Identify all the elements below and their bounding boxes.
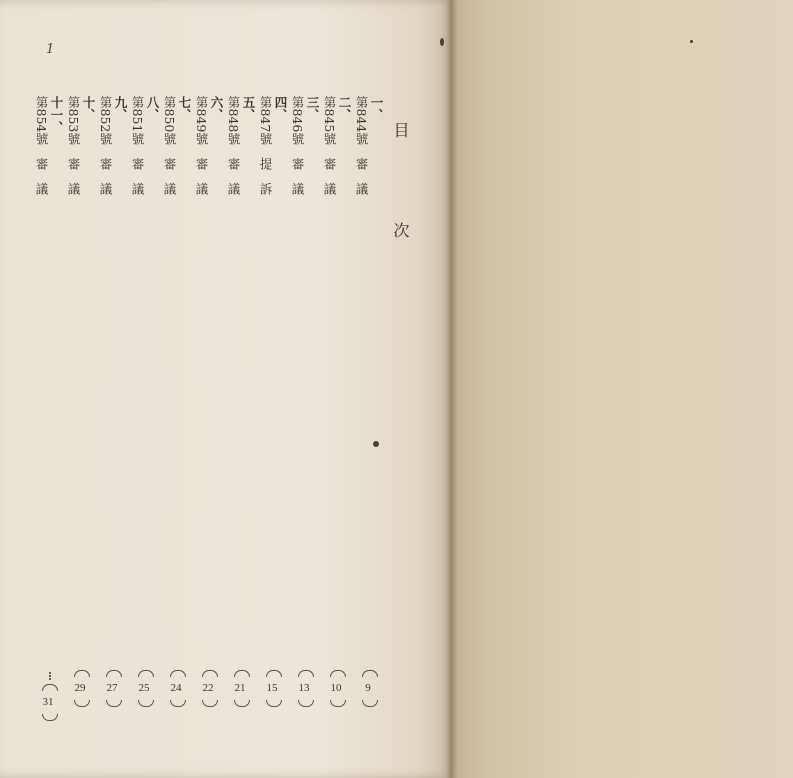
entry-heading: 第854號 審 議 [34, 96, 49, 195]
page-bracket-close [138, 700, 154, 707]
entry-page-number: 24 [170, 682, 182, 694]
toc-entry-text [98, 96, 128, 666]
entry-heading: 第853號 審 議 [66, 96, 81, 195]
toc-entry [290, 96, 320, 726]
entry-heading: 第844號 審 議 [354, 96, 369, 195]
entry-page-number: 21 [234, 682, 246, 694]
entry-number: 十、 [81, 96, 96, 121]
page-bracket-open [106, 670, 122, 677]
page-bracket-open [330, 670, 346, 677]
page-bracket-close [362, 700, 378, 707]
toc-entry [354, 96, 384, 726]
page-bracket-open [202, 670, 218, 677]
page-bracket-open [138, 670, 154, 677]
page-bracket-close [106, 700, 122, 707]
toc-entry [34, 96, 64, 726]
page-number: 1 [46, 42, 55, 57]
toc-entry [98, 96, 128, 726]
toc-entry [322, 96, 352, 726]
entry-page-number: 10 [330, 682, 342, 694]
entry-number: 十一、 [49, 96, 64, 134]
page-bracket-close [42, 714, 58, 721]
entry-heading: 第846號 審 議 [290, 96, 305, 195]
entry-heading: 第849號 審 議 [194, 96, 209, 195]
entry-number: 八、 [145, 96, 160, 121]
toc-entry-text [290, 96, 320, 666]
page-bracket-close [266, 700, 282, 707]
entry-page-number: 31 [42, 696, 54, 708]
book-spine [446, 0, 458, 778]
page-bracket-open [362, 670, 378, 677]
page-bracket-open [170, 670, 186, 677]
toc-entry [194, 96, 224, 726]
entry-heading: 第847號 提 訴 [258, 96, 273, 195]
page-bracket-close [170, 700, 186, 707]
entry-heading: 第845號 審 議 [322, 96, 337, 195]
entry-heading: 第848號 審 議 [226, 96, 241, 195]
toc-entry-text [66, 96, 96, 666]
toc-entry-text [226, 96, 256, 666]
entry-number: 七、 [177, 96, 192, 121]
ink-spot [373, 441, 379, 447]
page-bracket-close [330, 700, 346, 707]
page-bracket-close [298, 700, 314, 707]
entry-number: 二、 [337, 96, 352, 121]
toc-entry [226, 96, 256, 726]
ink-spot [690, 40, 693, 43]
entry-heading: 第850號 審 議 [162, 96, 177, 195]
page-bracket-close [234, 700, 250, 707]
toc-entry-text [34, 96, 64, 666]
toc-entry-text [130, 96, 160, 666]
page-bracket-open [234, 670, 250, 677]
entry-number: 三、 [305, 96, 320, 121]
entry-number: 五、 [241, 96, 256, 121]
entry-page-number: 29 [74, 682, 86, 694]
dot-leader [49, 672, 53, 680]
entry-number: 九、 [113, 96, 128, 121]
toc-entry [258, 96, 288, 726]
ink-spot [440, 38, 444, 46]
entry-heading: 第852號 審 議 [98, 96, 113, 195]
entry-page-number: 15 [266, 682, 278, 694]
toc-entry-text [194, 96, 224, 666]
toc-entry [130, 96, 160, 726]
toc-entry-text [354, 96, 384, 666]
entry-page-number: 27 [106, 682, 118, 694]
page-bracket-open [74, 670, 90, 677]
toc-entry-text [322, 96, 352, 666]
page-bracket-open [298, 670, 314, 677]
entry-heading: 第851號 審 議 [130, 96, 145, 195]
entry-page-number: 9 [365, 682, 371, 694]
toc-title: 目 次 [391, 122, 410, 272]
right-page [452, 0, 793, 778]
page-bracket-open [266, 670, 282, 677]
page-bracket-close [202, 700, 218, 707]
entry-number: 四、 [273, 96, 288, 121]
entry-page-number: 22 [202, 682, 214, 694]
page-bracket-close [74, 700, 90, 707]
entry-page-number: 25 [138, 682, 150, 694]
toc-entry-text [162, 96, 192, 666]
toc-entry [66, 96, 96, 726]
entry-number: 六、 [209, 96, 224, 121]
toc-entry-text [258, 96, 288, 666]
entry-number: 一、 [369, 96, 384, 121]
entry-page-number: 13 [298, 682, 310, 694]
toc-entry [162, 96, 192, 726]
page-bracket-open [42, 684, 58, 691]
